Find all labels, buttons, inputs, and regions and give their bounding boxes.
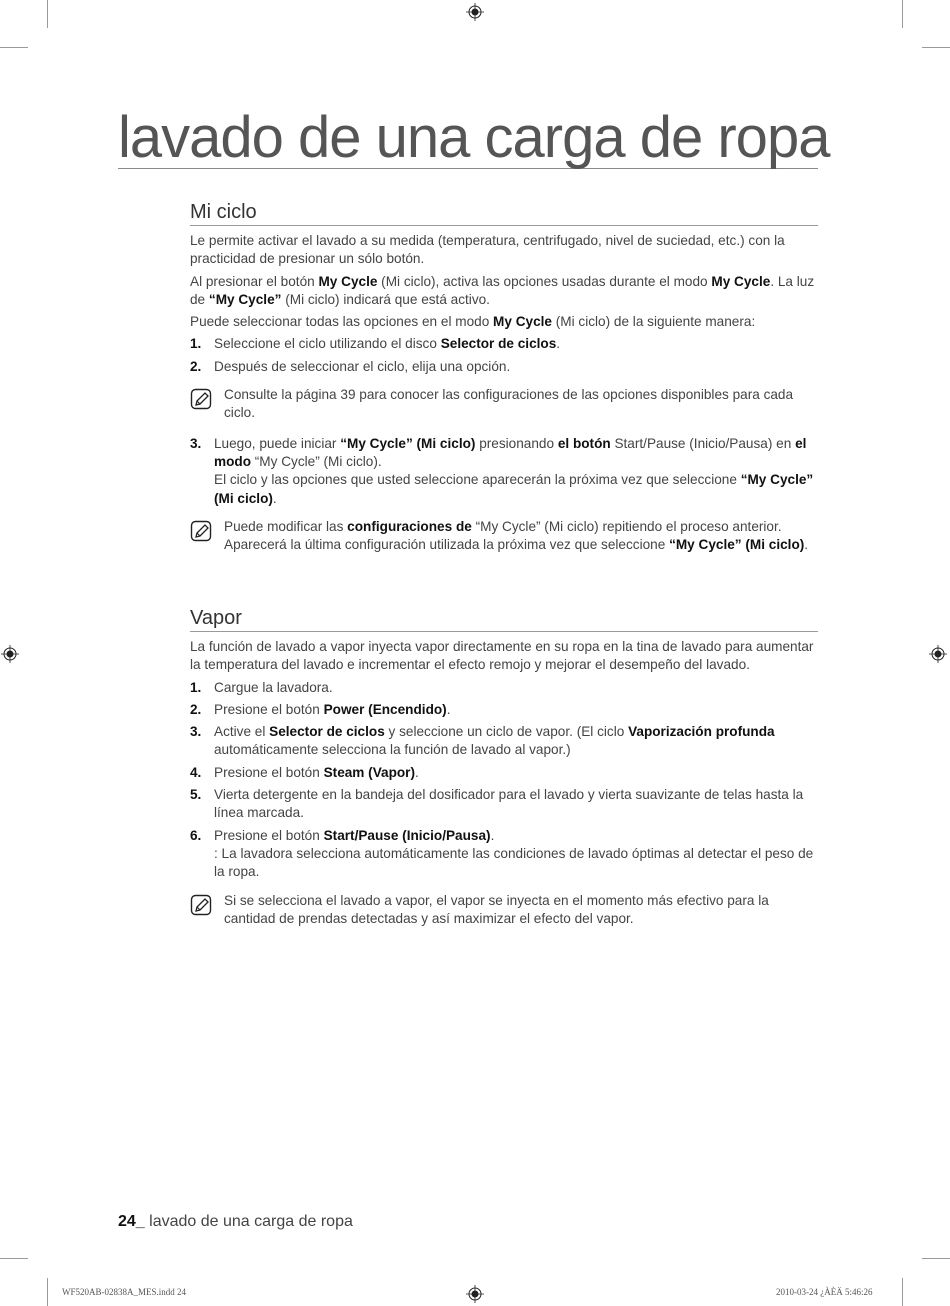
list-item: 5. Vierta detergente en la bandeja del dosificador para el lavado y vierta suavizante de telas hasta la línea marcada.	[190, 787, 804, 821]
list-item: 6. Presione el botón Start/Pause (Inicio/Pausa). : La lavadora selecciona automáticamente las condiciones de lavado óptimas al detectar el peso de la ropa.	[190, 827, 814, 880]
list-item: 1. Seleccione el ciclo utilizando el disco Selector de ciclos.	[190, 335, 818, 353]
step-number: 6.	[190, 827, 202, 843]
list-item: 4. Presione el botón Steam (Vapor).	[190, 764, 818, 782]
step-number: 3.	[190, 435, 202, 451]
step-number: 1.	[190, 679, 202, 695]
step-number: 3.	[190, 724, 202, 740]
crop-mark-top-right	[902, 0, 903, 28]
registration-mark-icon	[929, 645, 947, 663]
note-pencil-icon	[190, 894, 214, 918]
footer-title: lavado de una carga de ropa	[149, 1213, 353, 1230]
registration-mark-icon	[1, 645, 19, 663]
list-item: 2. Presione el botón Power (Encendido).	[190, 701, 818, 719]
paragraph: La función de lavado a vapor inyecta vapor directamente en su ropa en la tina de lavado para aumentar la temperatura del lavado e incrementar el efecto remojo y mejorar el desempeño del lavado.	[190, 639, 814, 673]
list-item: 1. Cargue la lavadora.	[190, 679, 818, 697]
step-number: 2.	[190, 358, 202, 374]
paragraph: Al presionar el botón My Cycle (Mi ciclo), activa las opciones usadas durante el modo My Cycle. La luz de “My Cycle” (Mi ciclo) indicará que está activo.	[190, 273, 815, 307]
crop-mark-left-top	[0, 47, 28, 48]
page-footer	[118, 1213, 353, 1231]
step-number: 2.	[190, 701, 202, 717]
paragraph: Puede seleccionar todas las opciones en el modo My Cycle (Mi ciclo) de la siguiente manera:	[190, 314, 756, 330]
step-number: 1.	[190, 336, 202, 352]
section-body-mi-ciclo	[190, 232, 818, 562]
list-item: 3. Luego, puede iniciar “My Cycle” (Mi ciclo) presionando el botón Start/Pause (Inicio/Pausa) en el modo “My Cycle” (Mi ciclo). El ciclo y las opciones que usted seleccione aparecerán la próxima vez que seleccione “My Cycle” (Mi ciclo).	[190, 435, 814, 506]
crop-mark-bottom-right	[902, 1278, 903, 1306]
note-pencil-icon	[190, 388, 214, 412]
print-slug-right: 2010-03-24 ¿ÀÈÄ 5:46:26	[776, 1287, 873, 1297]
step-number: 5.	[190, 787, 202, 803]
crop-mark-right-bottom	[922, 1258, 950, 1259]
crop-mark-bottom-left	[47, 1278, 48, 1306]
paragraph: Le permite activar el lavado a su medida (temperatura, centrifugado, nivel de suciedad, etc.) con la practicidad de presionar un sólo botón.	[190, 233, 785, 267]
crop-mark-left-bottom	[0, 1258, 28, 1259]
registration-mark-icon	[466, 1285, 484, 1303]
section-heading-vapor: Vapor	[190, 606, 818, 632]
print-slug-left: WF520AB-02838A_MES.indd 24	[62, 1287, 187, 1297]
page-number: 24_	[118, 1213, 145, 1230]
note: Puede modificar las configuraciones de “My Cycle” (Mi ciclo) repitiendo el proceso anterior. Aparecerá la última configuración utilizada la próxima vez que seleccione “My Cycle” (Mi ciclo).	[190, 518, 818, 555]
crop-mark-top-left	[47, 0, 48, 28]
note: Consulte la página 39 para conocer las configuraciones de las opciones disponibles para cada ciclo.	[190, 386, 818, 423]
registration-mark-icon	[466, 3, 484, 21]
page-title: lavado de una carga de ropa	[118, 105, 830, 170]
crop-mark-right-top	[922, 47, 950, 48]
note: Si se selecciona el lavado a vapor, el vapor se inyecta en el momento más efectivo para la cantidad de prendas detectadas y así maximizar el efecto del vapor.	[190, 892, 818, 929]
note-pencil-icon	[190, 520, 214, 544]
list-item: 3. Active el Selector de ciclos y seleccione un ciclo de vapor. (El ciclo Vaporización profunda automáticamente selecciona la función de lavado al vapor.)	[190, 724, 775, 758]
section-body-vapor	[190, 638, 818, 936]
list-item: 2. Después de seleccionar el ciclo, elija una opción.	[190, 358, 818, 376]
step-number: 4.	[190, 764, 202, 780]
section-heading-mi-ciclo: Mi ciclo	[190, 200, 818, 226]
